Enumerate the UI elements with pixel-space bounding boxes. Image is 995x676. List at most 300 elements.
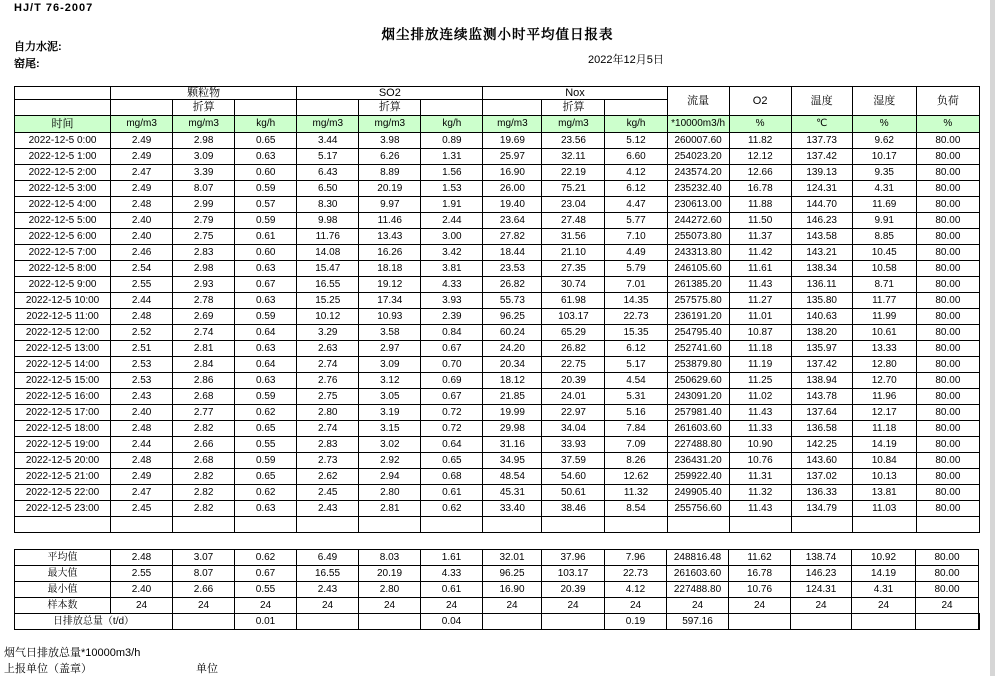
value-cell: 0.60 — [235, 165, 297, 181]
value-cell: 0.01 — [235, 614, 297, 630]
time-header: 时间 — [15, 116, 111, 133]
value-cell: 2.76 — [297, 373, 359, 389]
value-cell: 3.29 — [297, 325, 359, 341]
value-cell: 0.63 — [235, 373, 297, 389]
value-cell: 3.42 — [421, 245, 483, 261]
value-cell: 25.97 — [483, 149, 542, 165]
value-cell: 2.45 — [111, 501, 173, 517]
hour-row — [15, 165, 980, 181]
hour-row — [15, 405, 980, 421]
empty-header-cell — [235, 100, 297, 116]
so2-group-header: SO2 — [297, 87, 483, 100]
value-cell: 7.10 — [605, 229, 667, 245]
unit-cell: % — [729, 116, 791, 133]
value-cell: 3.07 — [173, 550, 235, 566]
nox-group-header: Nox — [483, 87, 667, 100]
value-cell: 7.96 — [605, 550, 667, 566]
value-cell: 2.49 — [111, 181, 173, 197]
hour-row — [15, 149, 980, 165]
unit-cell: mg/m3 — [542, 116, 605, 133]
value-cell: 2.43 — [111, 389, 173, 405]
value-cell: 2.48 — [111, 309, 173, 325]
value-cell: 65.29 — [542, 325, 605, 341]
value-cell: 6.26 — [359, 149, 421, 165]
value-cell: 24 — [421, 598, 483, 614]
value-cell: 244272.60 — [667, 213, 729, 229]
value-cell: 80.00 — [916, 453, 979, 469]
value-cell: 2.48 — [111, 453, 173, 469]
value-cell: 246105.60 — [667, 261, 729, 277]
pm-group-header: 颗粒物 — [111, 87, 297, 100]
summary-row — [15, 582, 980, 598]
value-cell: 24.01 — [542, 389, 605, 405]
value-cell: 26.00 — [483, 181, 542, 197]
value-cell: 5.16 — [605, 405, 667, 421]
value-cell: 10.76 — [729, 453, 791, 469]
kiln-label: 窑尾: — [14, 58, 40, 70]
value-cell: 31.56 — [542, 229, 605, 245]
value-cell: 80.00 — [916, 437, 979, 453]
value-cell: 9.62 — [852, 133, 916, 149]
value-cell: 0.63 — [235, 261, 297, 277]
value-cell: 24 — [359, 598, 421, 614]
summary-row — [15, 550, 980, 566]
hour-row — [15, 325, 980, 341]
unit-cell: mg/m3 — [359, 116, 421, 133]
value-cell: 37.59 — [542, 453, 605, 469]
value-cell: 0.67 — [421, 341, 483, 357]
empty-row — [15, 517, 980, 533]
value-cell: 21.85 — [483, 389, 542, 405]
value-cell: 24 — [729, 598, 791, 614]
value-cell: 140.63 — [791, 309, 852, 325]
nox-converted-header: 折算 — [542, 100, 605, 116]
value-cell: 50.61 — [542, 485, 605, 501]
value-cell: 0.65 — [235, 421, 297, 437]
value-cell: 18.44 — [483, 245, 542, 261]
value-cell: 2.86 — [173, 373, 235, 389]
humidity-header: 湿度 — [852, 87, 916, 116]
value-cell: 0.62 — [235, 550, 297, 566]
value-cell: 260007.60 — [667, 133, 729, 149]
value-cell: 80.00 — [916, 213, 979, 229]
value-cell: 9.91 — [852, 213, 916, 229]
hourly-data-table — [14, 86, 980, 533]
daily-total-row — [15, 614, 980, 630]
value-cell: 54.60 — [542, 469, 605, 485]
value-cell: 33.93 — [542, 437, 605, 453]
empty-cell — [173, 517, 235, 533]
value-cell: 8.30 — [297, 197, 359, 213]
value-cell: 11.37 — [729, 229, 791, 245]
hour-row — [15, 229, 980, 245]
value-cell: 3.93 — [421, 293, 483, 309]
value-cell: 80.00 — [916, 341, 979, 357]
value-cell: 11.01 — [729, 309, 791, 325]
value-cell: 20.19 — [359, 181, 421, 197]
value-cell: 253879.80 — [667, 357, 729, 373]
value-cell: 236431.20 — [667, 453, 729, 469]
value-cell: 3.00 — [421, 229, 483, 245]
value-cell: 10.92 — [852, 550, 916, 566]
empty-cell — [542, 517, 605, 533]
value-cell: 2.62 — [297, 469, 359, 485]
value-cell: 16.55 — [297, 566, 359, 582]
value-cell: 0.68 — [421, 469, 483, 485]
report-date: 2022年12月5日 — [588, 54, 664, 66]
value-cell — [852, 614, 916, 630]
value-cell: 0.61 — [235, 229, 297, 245]
value-cell: 10.45 — [852, 245, 916, 261]
value-cell: 96.25 — [483, 309, 542, 325]
time-cell: 2022-12-5 9:00 — [15, 277, 111, 293]
value-cell: 252741.60 — [667, 341, 729, 357]
value-cell: 0.59 — [235, 213, 297, 229]
value-cell: 18.18 — [359, 261, 421, 277]
value-cell: 2.77 — [173, 405, 235, 421]
value-cell: 4.33 — [421, 277, 483, 293]
summary-label-cell: 平均值 — [15, 550, 111, 566]
company-label: 自力水泥: — [14, 41, 62, 53]
value-cell: 55.73 — [483, 293, 542, 309]
value-cell: 2.73 — [297, 453, 359, 469]
value-cell: 0.69 — [421, 373, 483, 389]
value-cell: 2.83 — [297, 437, 359, 453]
value-cell: 12.12 — [729, 149, 791, 165]
value-cell: 80.00 — [916, 582, 979, 598]
summary-row — [15, 598, 980, 614]
value-cell: 24.20 — [483, 341, 542, 357]
value-cell: 2.49 — [111, 469, 173, 485]
value-cell: 2.43 — [297, 582, 359, 598]
value-cell — [791, 614, 852, 630]
value-cell: 0.62 — [235, 405, 297, 421]
value-cell: 227488.80 — [667, 437, 729, 453]
value-cell: 10.12 — [297, 309, 359, 325]
summary-label-cell: 最大值 — [15, 566, 111, 582]
daily-total-label-cell: 日排放总量（t/d） — [15, 614, 173, 630]
group-header-row — [15, 87, 980, 100]
value-cell: 2.40 — [111, 405, 173, 421]
value-cell: 18.12 — [483, 373, 542, 389]
value-cell: 15.47 — [297, 261, 359, 277]
value-cell: 9.97 — [359, 197, 421, 213]
value-cell: 34.95 — [483, 453, 542, 469]
value-cell: 11.46 — [359, 213, 421, 229]
summary-table — [14, 549, 980, 630]
value-cell: 0.65 — [421, 453, 483, 469]
value-cell: 8.03 — [359, 550, 421, 566]
value-cell: 248816.48 — [667, 550, 729, 566]
value-cell: 20.39 — [542, 582, 605, 598]
value-cell — [173, 614, 235, 630]
value-cell: 80.00 — [916, 133, 979, 149]
value-cell: 2.39 — [421, 309, 483, 325]
value-cell: 12.70 — [852, 373, 916, 389]
value-cell: 2.43 — [297, 501, 359, 517]
value-cell: 11.43 — [729, 501, 791, 517]
value-cell: 2.74 — [173, 325, 235, 341]
value-cell: 24 — [235, 598, 297, 614]
value-cell: 16.78 — [729, 181, 791, 197]
value-cell: 37.96 — [542, 550, 605, 566]
value-cell: 80.00 — [916, 245, 979, 261]
value-cell: 261603.60 — [667, 421, 729, 437]
value-cell: 80.00 — [916, 181, 979, 197]
empty-cell — [235, 517, 297, 533]
unit-cell: mg/m3 — [173, 116, 235, 133]
data-rows — [15, 133, 980, 533]
value-cell: 144.70 — [791, 197, 852, 213]
value-cell: 80.00 — [916, 277, 979, 293]
value-cell: 14.19 — [852, 437, 916, 453]
value-cell: 2.97 — [359, 341, 421, 357]
value-cell: 11.32 — [605, 485, 667, 501]
value-cell: 3.19 — [359, 405, 421, 421]
flow-total-note: 烟气日排放总量*10000m3/h — [4, 647, 141, 659]
value-cell: 236191.20 — [667, 309, 729, 325]
value-cell: 2.82 — [173, 421, 235, 437]
value-cell: 0.65 — [235, 133, 297, 149]
value-cell: 17.34 — [359, 293, 421, 309]
value-cell: 11.77 — [852, 293, 916, 309]
value-cell: 103.17 — [542, 566, 605, 582]
value-cell: 254023.20 — [667, 149, 729, 165]
value-cell: 24 — [916, 598, 979, 614]
value-cell: 12.80 — [852, 357, 916, 373]
value-cell: 143.78 — [791, 389, 852, 405]
value-cell: 80.00 — [916, 389, 979, 405]
value-cell: 0.60 — [235, 245, 297, 261]
value-cell: 135.97 — [791, 341, 852, 357]
value-cell: 19.69 — [483, 133, 542, 149]
pm-converted-header: 折算 — [173, 100, 235, 116]
value-cell: 80.00 — [916, 149, 979, 165]
time-cell: 2022-12-5 12:00 — [15, 325, 111, 341]
value-cell: 2.82 — [173, 485, 235, 501]
value-cell — [729, 614, 791, 630]
time-cell: 2022-12-5 17:00 — [15, 405, 111, 421]
empty-cell — [483, 517, 542, 533]
value-cell: 10.76 — [729, 582, 791, 598]
value-cell: 0.67 — [235, 566, 297, 582]
value-cell: 8.85 — [852, 229, 916, 245]
value-cell: 48.54 — [483, 469, 542, 485]
time-cell: 2022-12-5 6:00 — [15, 229, 111, 245]
value-cell: 146.23 — [791, 566, 852, 582]
value-cell: 6.50 — [297, 181, 359, 197]
value-cell: 2.49 — [111, 133, 173, 149]
value-cell: 27.35 — [542, 261, 605, 277]
value-cell: 124.31 — [791, 181, 852, 197]
value-cell: 21.10 — [542, 245, 605, 261]
value-cell: 2.44 — [111, 437, 173, 453]
time-cell: 2022-12-5 11:00 — [15, 309, 111, 325]
value-cell: 10.13 — [852, 469, 916, 485]
value-cell: 80.00 — [916, 293, 979, 309]
value-cell: 0.19 — [605, 614, 667, 630]
time-cell: 2022-12-5 19:00 — [15, 437, 111, 453]
time-cell: 2022-12-5 21:00 — [15, 469, 111, 485]
hour-row — [15, 245, 980, 261]
flow-header: 流量 — [667, 87, 729, 116]
value-cell: 6.43 — [297, 165, 359, 181]
value-cell: 230613.00 — [667, 197, 729, 213]
value-cell: 2.45 — [297, 485, 359, 501]
value-cell: 24 — [173, 598, 235, 614]
value-cell: 0.04 — [421, 614, 483, 630]
value-cell: 243574.20 — [667, 165, 729, 181]
value-cell: 0.55 — [235, 437, 297, 453]
empty-header-cell — [483, 100, 542, 116]
value-cell: 0.59 — [235, 453, 297, 469]
value-cell: 138.20 — [791, 325, 852, 341]
value-cell: 24 — [791, 598, 852, 614]
value-cell: 0.64 — [235, 357, 297, 373]
time-cell: 2022-12-5 15:00 — [15, 373, 111, 389]
value-cell: 143.58 — [791, 229, 852, 245]
value-cell: 32.11 — [542, 149, 605, 165]
value-cell: 19.40 — [483, 197, 542, 213]
value-cell: 60.24 — [483, 325, 542, 341]
value-cell: 142.25 — [791, 437, 852, 453]
value-cell: 3.81 — [421, 261, 483, 277]
value-cell: 235232.40 — [667, 181, 729, 197]
value-cell: 1.61 — [421, 550, 483, 566]
value-cell: 257981.40 — [667, 405, 729, 421]
value-cell: 0.65 — [235, 469, 297, 485]
value-cell: 80.00 — [916, 165, 979, 181]
value-cell: 0.57 — [235, 197, 297, 213]
value-cell: 146.23 — [791, 213, 852, 229]
value-cell: 14.19 — [852, 566, 916, 582]
value-cell: 7.01 — [605, 277, 667, 293]
value-cell: 11.18 — [852, 421, 916, 437]
value-cell: 243091.20 — [667, 389, 729, 405]
empty-cell — [729, 517, 791, 533]
value-cell: 0.84 — [421, 325, 483, 341]
value-cell: 32.01 — [483, 550, 542, 566]
value-cell: 124.31 — [791, 582, 852, 598]
value-cell: 2.66 — [173, 437, 235, 453]
value-cell: 2.94 — [359, 469, 421, 485]
value-cell: 9.98 — [297, 213, 359, 229]
value-cell: 2.79 — [173, 213, 235, 229]
empty-header-cell — [15, 100, 111, 116]
value-cell: 0.62 — [235, 485, 297, 501]
value-cell: 11.99 — [852, 309, 916, 325]
value-cell: 22.19 — [542, 165, 605, 181]
value-cell: 26.82 — [483, 277, 542, 293]
value-cell: 2.93 — [173, 277, 235, 293]
value-cell: 137.42 — [791, 149, 852, 165]
value-cell: 11.62 — [729, 550, 791, 566]
time-cell: 2022-12-5 1:00 — [15, 149, 111, 165]
value-cell: 138.94 — [791, 373, 852, 389]
value-cell: 80.00 — [916, 229, 979, 245]
value-cell: 11.31 — [729, 469, 791, 485]
value-cell: 12.66 — [729, 165, 791, 181]
value-cell: 7.84 — [605, 421, 667, 437]
value-cell: 2.74 — [297, 357, 359, 373]
value-cell: 4.12 — [605, 165, 667, 181]
value-cell: 11.42 — [729, 245, 791, 261]
value-cell: 45.31 — [483, 485, 542, 501]
value-cell: 16.90 — [483, 165, 542, 181]
empty-header-cell — [605, 100, 667, 116]
value-cell: 2.63 — [297, 341, 359, 357]
value-cell: 80.00 — [916, 309, 979, 325]
empty-cell — [791, 517, 852, 533]
empty-cell — [605, 517, 667, 533]
value-cell: 11.96 — [852, 389, 916, 405]
value-cell: 22.75 — [542, 357, 605, 373]
value-cell: 0.59 — [235, 181, 297, 197]
value-cell: 27.82 — [483, 229, 542, 245]
unit-cell: kg/h — [605, 116, 667, 133]
value-cell: 23.56 — [542, 133, 605, 149]
value-cell: 4.54 — [605, 373, 667, 389]
value-cell: 6.49 — [297, 550, 359, 566]
units-header-row — [15, 116, 980, 133]
hour-row — [15, 357, 980, 373]
value-cell: 20.19 — [359, 566, 421, 582]
value-cell: 2.53 — [111, 357, 173, 373]
value-cell: 2.83 — [173, 245, 235, 261]
value-cell: 0.59 — [235, 389, 297, 405]
value-cell: 19.12 — [359, 277, 421, 293]
value-cell: 20.34 — [483, 357, 542, 373]
value-cell: 137.73 — [791, 133, 852, 149]
value-cell: 2.54 — [111, 261, 173, 277]
value-cell: 2.98 — [173, 133, 235, 149]
value-cell: 3.02 — [359, 437, 421, 453]
value-cell: 2.68 — [173, 453, 235, 469]
value-cell: 8.54 — [605, 501, 667, 517]
value-cell: 13.33 — [852, 341, 916, 357]
value-cell: 3.39 — [173, 165, 235, 181]
value-cell: 2.82 — [173, 501, 235, 517]
value-cell: 2.49 — [111, 149, 173, 165]
value-cell: 2.84 — [173, 357, 235, 373]
hour-row — [15, 181, 980, 197]
value-cell: 14.08 — [297, 245, 359, 261]
value-cell: 137.02 — [791, 469, 852, 485]
value-cell: 5.17 — [297, 149, 359, 165]
value-cell: 250629.60 — [667, 373, 729, 389]
value-cell: 2.74 — [297, 421, 359, 437]
o2-header: O2 — [729, 87, 791, 116]
value-cell: 11.61 — [729, 261, 791, 277]
value-cell: 4.33 — [421, 566, 483, 582]
value-cell: 80.00 — [916, 421, 979, 437]
time-cell: 2022-12-5 10:00 — [15, 293, 111, 309]
hour-row — [15, 309, 980, 325]
value-cell — [483, 614, 542, 630]
value-cell: 29.98 — [483, 421, 542, 437]
value-cell: 143.21 — [791, 245, 852, 261]
value-cell: 11.88 — [729, 197, 791, 213]
value-cell: 135.80 — [791, 293, 852, 309]
summary-row — [15, 566, 980, 582]
unit-cell: % — [916, 116, 979, 133]
value-cell: 5.31 — [605, 389, 667, 405]
value-cell: 80.00 — [916, 550, 979, 566]
value-cell: 11.33 — [729, 421, 791, 437]
value-cell: 5.79 — [605, 261, 667, 277]
value-cell: 0.62 — [421, 501, 483, 517]
value-cell: 3.09 — [359, 357, 421, 373]
